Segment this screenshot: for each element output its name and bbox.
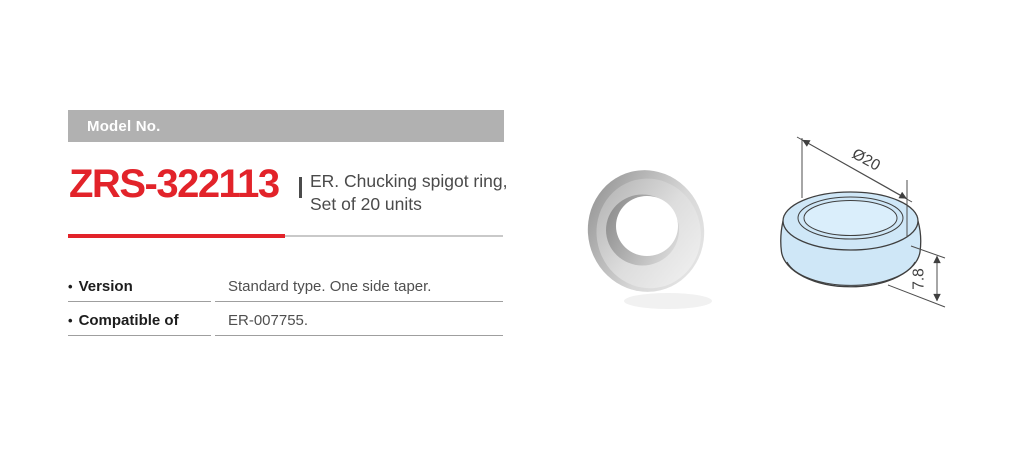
technical-drawing bbox=[760, 122, 965, 337]
model-number: ZRS-322113 bbox=[69, 162, 279, 206]
bullet-icon: • bbox=[68, 278, 73, 294]
row-separator bbox=[215, 301, 503, 302]
spec-label-version-text: Version bbox=[78, 277, 133, 295]
spec-row-compatible bbox=[68, 305, 504, 335]
title-divider-bar bbox=[299, 177, 302, 198]
spec-value-compatible: ER-007755. bbox=[228, 311, 309, 329]
spec-label-version bbox=[68, 278, 228, 295]
photo-shadow bbox=[624, 293, 712, 309]
product-description-line2: Set of 20 units bbox=[310, 194, 422, 214]
product-photo-ring bbox=[580, 163, 715, 313]
spec-label-compatible-text: Compatible of bbox=[78, 311, 179, 329]
title-underline-red bbox=[68, 234, 285, 238]
spec-row-version bbox=[68, 271, 504, 301]
row-separator bbox=[215, 335, 503, 336]
spec-value-version: Standard type. One side taper. bbox=[228, 277, 432, 295]
title-underline-gray bbox=[285, 235, 503, 237]
product-description bbox=[310, 170, 507, 216]
bullet-icon: • bbox=[68, 312, 73, 328]
height-dim-label: 7.8 bbox=[910, 268, 928, 290]
row-separator bbox=[68, 335, 211, 336]
model-no-banner bbox=[68, 110, 504, 142]
product-description-line1: ER. Chucking spigot ring, bbox=[310, 171, 508, 191]
diameter-dim-label: Ø20 bbox=[849, 145, 883, 175]
model-no-banner-label: Model No. bbox=[87, 117, 161, 135]
spec-label-compatible bbox=[68, 312, 228, 329]
ring-hole bbox=[616, 196, 678, 256]
row-separator bbox=[68, 301, 211, 302]
drawing-rim-inner bbox=[804, 201, 897, 236]
